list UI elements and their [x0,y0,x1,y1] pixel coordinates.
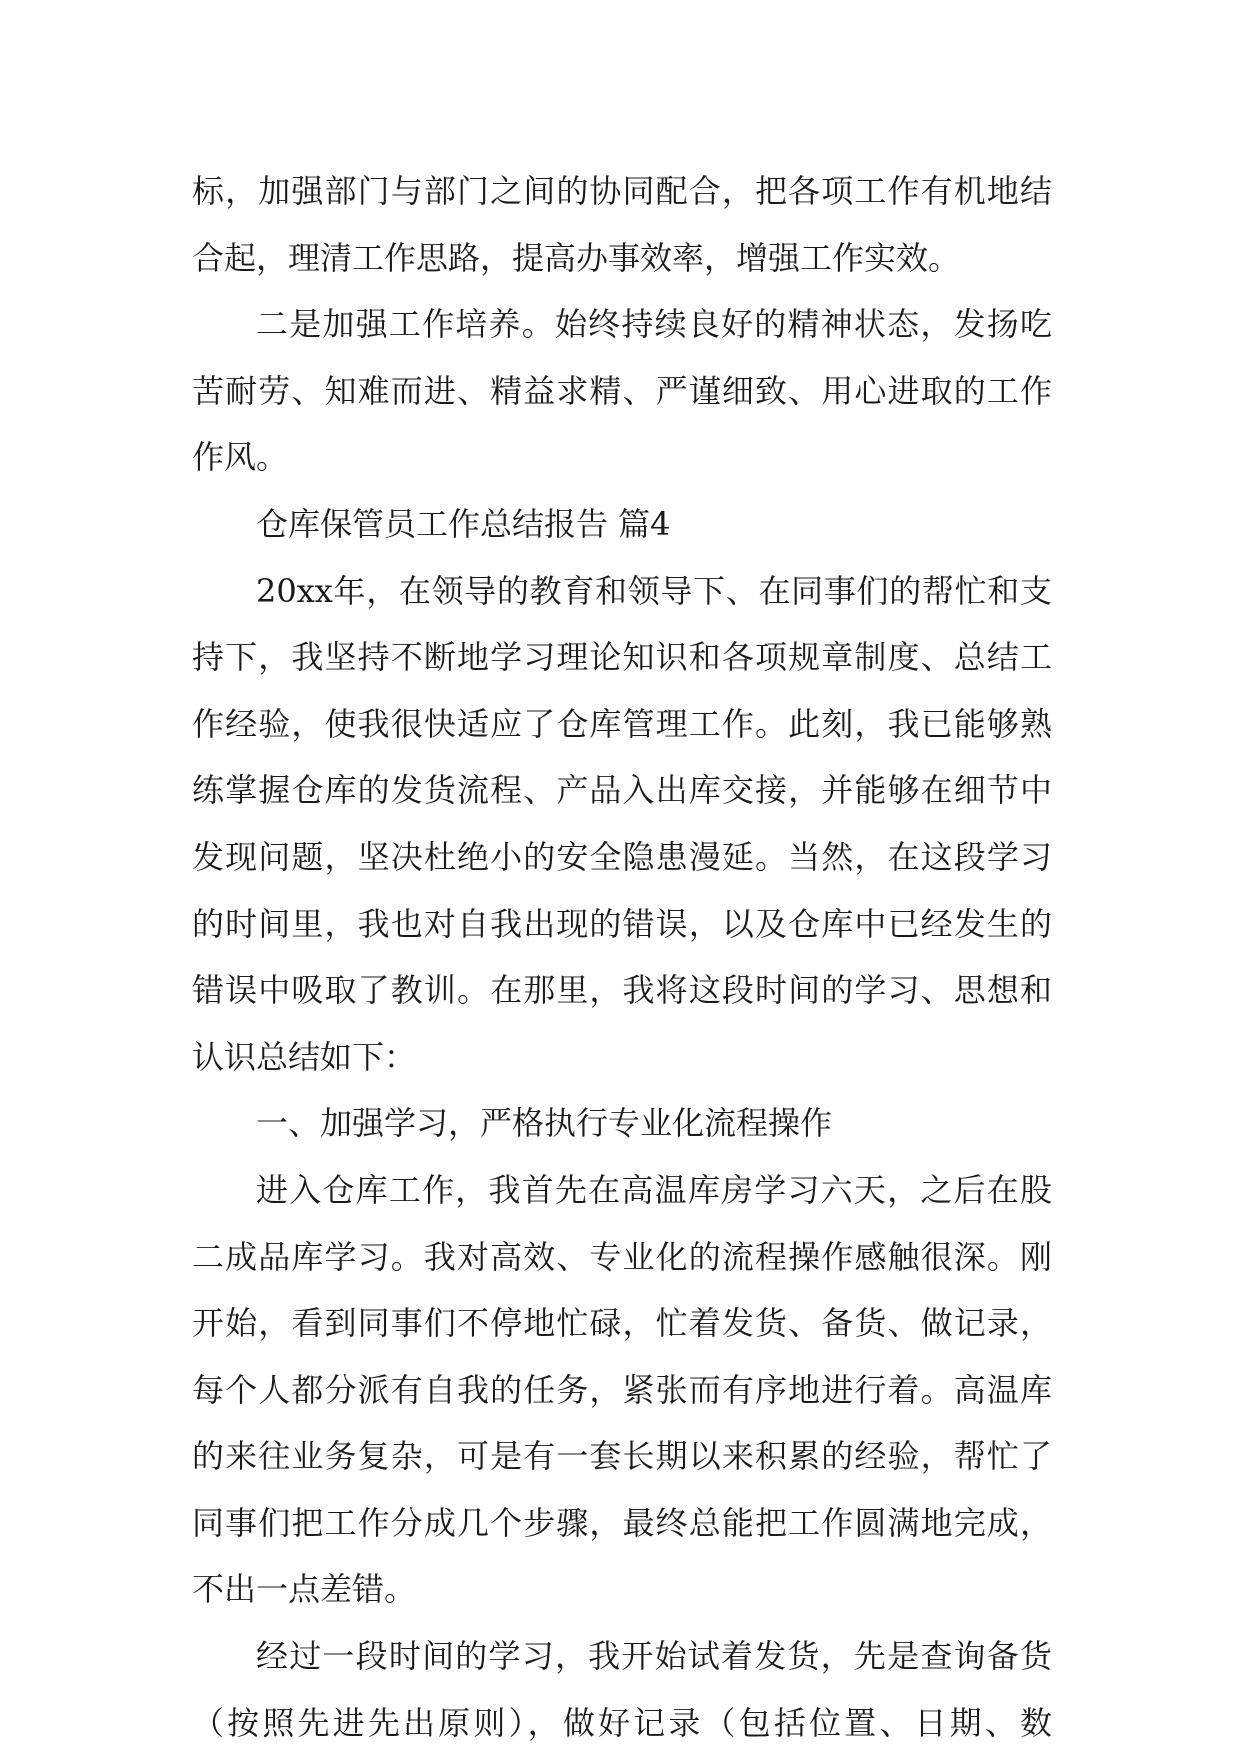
body-line: 发现问题，坚决杜绝小的安全隐患漫延。当然，在这段学习 [192,837,1052,876]
body-line: 的时间里，我也对自我出现的错误，以及仓库中已经发生的 [192,904,1052,943]
body-line: 二成品库学习。我对高效、专业化的流程操作感触很深。刚 [192,1237,1052,1276]
body-line: 作风。 [192,438,289,477]
body-line: （按照先进先出原则），做好记录（包括位置、日期、数 [192,1703,1052,1742]
document-body [192,158,1052,1756]
body-line: 错误中吸取了教训。在那里，我将这段时间的学习、思想和 [192,971,1052,1010]
body-line: 20xx年，在领导的教育和领导下、在同事们的帮忙和支 [256,571,1052,610]
body-line: 认识总结如下： [192,1037,417,1076]
body-line: 标，加强部门与部门之间的协同配合，把各项工作有机地结 [192,172,1052,210]
body-line: 苦耐劳、知难而进、精益求精、严谨细致、用心进取的工作 [192,371,1052,410]
body-line: 练掌握仓库的发货流程、产品入出库交接，并能够在细节中 [192,771,1052,810]
body-line: 进入仓库工作，我首先在高温库房学习六天，之后在股 [256,1170,1052,1209]
body-line: 开始，看到同事们不停地忙碌，忙着发货、备货、做记录， [192,1304,1052,1343]
body-line: 不出一点差错。 [192,1570,417,1609]
body-line: 每个人都分派有自我的任务，紧张而有序地进行着。高温库 [192,1370,1052,1409]
body-line: 作经验，使我很快适应了仓库管理工作。此刻，我已能够熟 [192,704,1052,743]
subheading: 一、加强学习，严格执行专业化流程操作 [256,1104,833,1143]
body-line: 的来往业务复杂，可是有一套长期以来积累的经验，帮忙了 [192,1437,1052,1476]
section-heading: 仓库保管员工作总结报告 篇4 [256,504,671,543]
body-line: 经过一段时间的学习，我开始试着发货，先是查询备货 [256,1637,1052,1676]
body-line: 二是加强工作培养。始终持续良好的精神状态，发扬吃 [256,305,1052,344]
body-line: 持下，我坚持不断地学习理论知识和各项规章制度、总结工 [192,638,1052,677]
body-line: 合起，理清工作思路，提高办事效率，增强工作实效。 [192,238,961,277]
body-line: 同事们把工作分成几个步骤，最终总能把工作圆满地完成， [192,1503,1052,1542]
